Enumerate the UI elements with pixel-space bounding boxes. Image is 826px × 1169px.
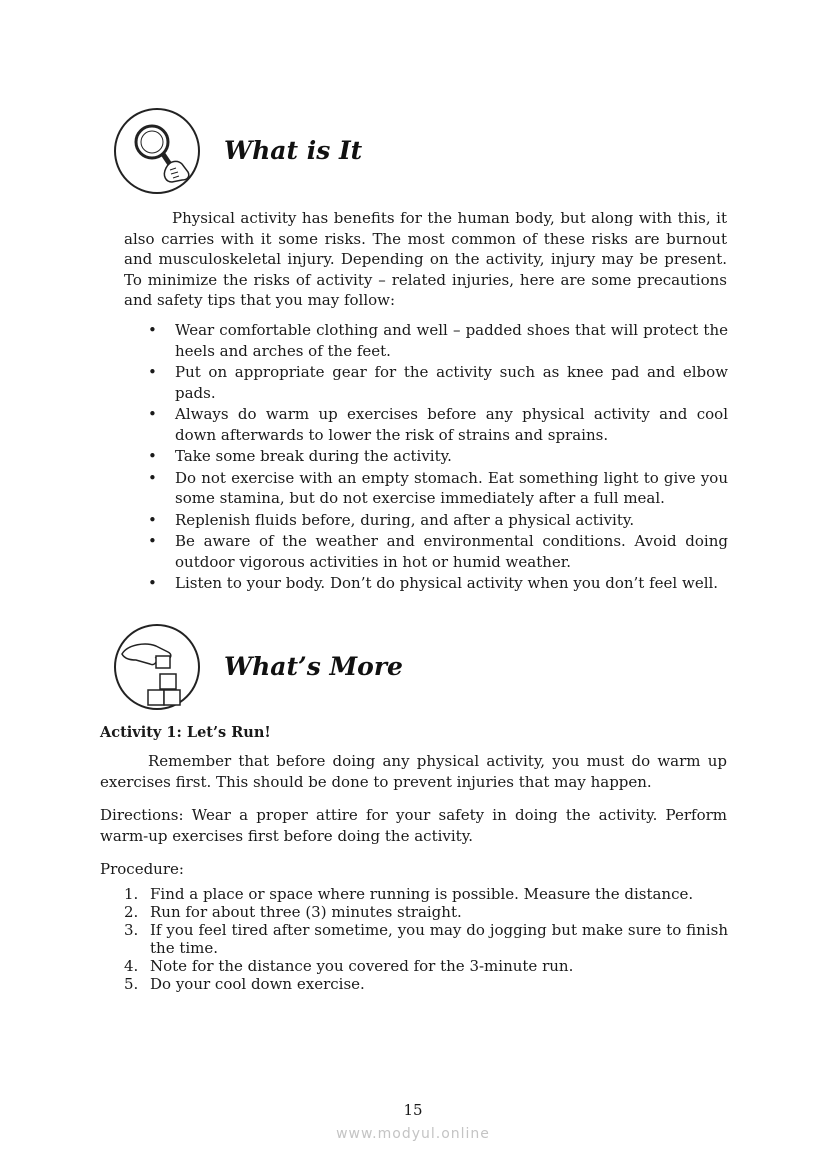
list-item: • Listen to your body. Don’t do physical activity when you don’t feel well. (148, 573, 728, 594)
watermark: www.modyul.online (336, 1126, 490, 1142)
step-number: 4. (124, 957, 139, 975)
step-number: 1. (124, 885, 139, 903)
list-item (124, 921, 728, 957)
list-item (124, 903, 728, 921)
list-item: • Always do warm up exercises before any physical activity and cool down afterwards to lower the risk of strains and sprains. (148, 404, 728, 445)
step-text: If you feel tired after sometime, you may do jogging but make sure to finish the time. (150, 921, 728, 957)
list-item (124, 957, 728, 975)
activity-intro-paragraph (100, 751, 727, 792)
section-title-whats-more: What’s More (224, 652, 403, 681)
list-item: • Do not exercise with an empty stomach. Eat something light to give you some stamina, but do not exercise immediately after a full meal. (148, 468, 728, 509)
step-text: Find a place or space where running is possible. Measure the distance. (150, 885, 694, 903)
step-number: 3. (124, 921, 139, 939)
intro-text: Physical activity has benefits for the human body, but along with this, it also carries with it some risks. The most common of these risks are burnout and musculoskeletal injury. Depending on the activity, injury may be present. To minimize the risks of activity – related injuries, here are some precautions and safety tips that you may follow: (124, 209, 727, 309)
step-text: Run for about three (3) minutes straight. (150, 903, 462, 921)
step-number: 5. (124, 975, 139, 993)
hand-stacking-blocks-icon (114, 624, 200, 710)
page-number: 15 (403, 1101, 423, 1119)
procedure-label: Procedure: (100, 860, 184, 878)
safety-tips-list (148, 320, 728, 595)
list-item: • Wear comfortable clothing and well – padded shoes that will protect the heels and arches of the feet. (148, 320, 728, 361)
list-item: • Replenish fluids before, during, and after a physical activity. (148, 510, 728, 531)
intro-paragraph (124, 208, 727, 311)
activity-title: Activity 1: Let’s Run! (100, 724, 271, 741)
step-text: Do your cool down exercise. (150, 975, 365, 993)
magnifying-glass-hand-icon (114, 108, 200, 194)
step-text: Note for the distance you covered for the 3-minute run. (150, 957, 574, 975)
step-number: 2. (124, 903, 139, 921)
activity-intro-text: Remember that before doing any physical activity, you must do warm up exercises first. This should be done to prevent injuries that may happen. (100, 752, 727, 791)
section-title-what-is-it: What is It (224, 136, 363, 165)
list-item (124, 975, 728, 993)
procedure-steps-list (124, 885, 728, 993)
directions-paragraph: Directions: Wear a proper attire for your safety in doing the activity. Perform warm-up exercises first before doing the activity. (100, 806, 727, 845)
list-item: • Take some break during the activity. (148, 446, 728, 467)
list-item: • Put on appropriate gear for the activity such as knee pad and elbow pads. (148, 362, 728, 403)
list-item (124, 885, 728, 903)
list-item: • Be aware of the weather and environmental conditions. Avoid doing outdoor vigorous activities in hot or humid weather. (148, 531, 728, 572)
